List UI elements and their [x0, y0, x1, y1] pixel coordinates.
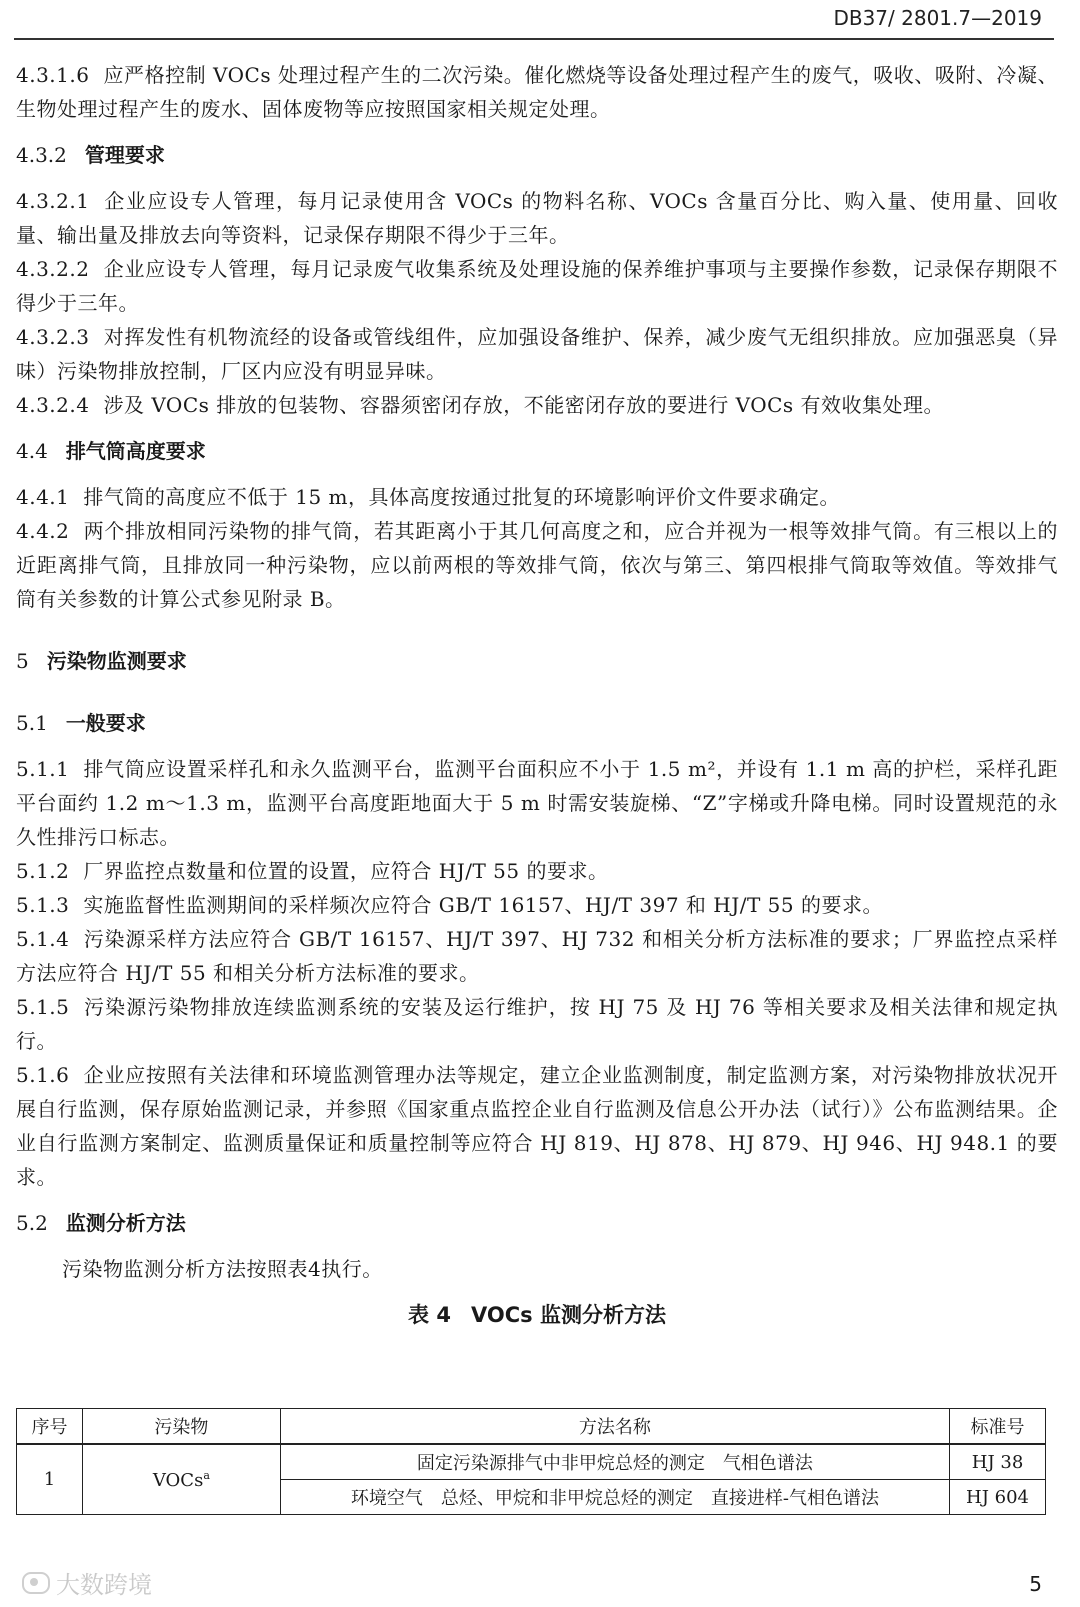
clause-4-3-1-6: 4.3.1.6 应严格控制 VOCs 处理过程产生的二次污染。催化燃烧等设备处理过程产生的废气，吸收、吸附、冷凝、生物处理过程产生的废水、固体废物等应按照国家相关规定处理。: [16, 63, 1058, 121]
heading-5: 5 污染物监测要求: [16, 649, 187, 673]
cell-standard-no: HJ 38: [950, 1444, 1046, 1480]
cell-standard-no: HJ 604: [950, 1480, 1046, 1515]
heading-5-1: 5.1 一般要求: [16, 711, 146, 735]
cell-method-name: 固定污染源排气中非甲烷总烃的测定 气相色谱法: [280, 1444, 949, 1480]
cell-seq: 1: [17, 1444, 83, 1515]
clause-5-1-5: 5.1.5 污染源污染物排放连续监测系统的安装及运行维护，按 HJ 75 及 HJ 76 等相关要求及相关法律和规定执行。: [16, 995, 1058, 1053]
clause-4-3-2-1: 4.3.2.1 企业应设专人管理，每月记录使用含 VOCs 的物料名称、VOCs 含量百分比、购入量、使用量、回收量、输出量及排放去向等资料，记录保存期限不得少于三年。: [16, 189, 1058, 247]
heading-4-4: 4.4 排气筒高度要求: [16, 439, 206, 463]
chat-bubble-icon: [22, 1572, 50, 1594]
header-standard: 标准号: [950, 1409, 1046, 1445]
header-pollutant: 污染物: [82, 1409, 280, 1445]
clause-4-3-2-3: 4.3.2.3 对挥发性有机物流经的设备或管线组件，应加强设备维护、保养，减少废气无组织排放。应加强恶臭（异味）污染物排放控制，厂区内应没有明显异味。: [16, 325, 1058, 383]
table-reference-text: 污染物监测分析方法按照表4执行。: [62, 1257, 383, 1281]
clause-4-4-2: 4.4.2 两个排放相同污染物的排气筒，若其距离小于其几何高度之和，应合并视为一根等效排气筒。有三根以上的近距离排气筒，且排放同一种污染物，应以前两根的等效排气筒，依次与第三、第四根排气筒取等效值。等效排气筒有关参数的计算公式参见附录 B。: [16, 519, 1058, 611]
header-method: 方法名称: [280, 1409, 949, 1445]
clause-5-1-6: 5.1.6 企业应按照有关法律和环境监测管理办法等规定，建立企业监测制度，制定监测方案，对污染物排放状况开展自行监测，保存原始监测记录，并参照《国家重点监控企业自行监测及信息公开办法（试行）》公布监测结果。企业自行监测方案制定、监测质量保证和质量控制等应符合 HJ 819、HJ 878、HJ 879、HJ 946、HJ 948.1 的要求。: [16, 1063, 1058, 1189]
clause-5-1-1: 5.1.1 排气筒应设置采样孔和永久监测平台，监测平台面积应不小于 1.5 m²，并设有 1.1 m 高的护栏，采样孔距平台面约 1.2 m～1.3 m，监测平台高度距地面大于 5 m 时需安装旋梯、“Z”字梯或升降电梯。同时设置规范的永久性排污口标志。: [16, 757, 1058, 849]
document-code: DB37/ 2801.7—2019: [833, 6, 1042, 30]
clause-4-4-1: 4.4.1 排气筒的高度应不低于 15 m，具体高度按通过批复的环境影响评价文件要求确定。: [16, 485, 841, 509]
clause-5-1-2: 5.1.2 厂界监控点数量和位置的设置，应符合 HJ/T 55 的要求。: [16, 859, 609, 883]
header-rule: [14, 38, 1054, 40]
clause-4-3-2-2: 4.3.2.2 企业应设专人管理，每月记录废气收集系统及处理设施的保养维护事项与主要操作参数，记录保存期限不得少于三年。: [16, 257, 1058, 315]
table-row: [17, 1444, 1046, 1480]
page-number: 5: [1029, 1572, 1042, 1596]
table-header-row: [17, 1409, 1046, 1445]
methods-table: [16, 1408, 1046, 1515]
clause-4-3-2-4: 4.3.2.4 涉及 VOCs 排放的包装物、容器须密闭存放，不能密闭存放的要进行 VOCs 有效收集处理。: [16, 393, 945, 417]
document-body: [16, 58, 1058, 1332]
header-seq: 序号: [17, 1409, 83, 1445]
heading-5-2: 5.2 监测分析方法: [16, 1211, 186, 1235]
cell-method-name: 环境空气 总烃、甲烷和非甲烷总烃的测定 直接进样-气相色谱法: [280, 1480, 949, 1515]
cell-pollutant: VOCs$^a$: [82, 1444, 280, 1515]
heading-4-3-2: 4.3.2 管理要求: [16, 143, 165, 167]
clause-5-1-3: 5.1.3 实施监督性监测期间的采样频次应符合 GB/T 16157、HJ/T 397 和 HJ/T 55 的要求。: [16, 893, 883, 917]
table-caption: 表 4 VOCs 监测分析方法: [408, 1303, 666, 1327]
watermark: 大数跨境: [22, 1565, 152, 1600]
clause-5-1-4: 5.1.4 污染源采样方法应符合 GB/T 16157、HJ/T 397、HJ 732 和相关分析方法标准的要求；厂界监控点采样方法应符合 HJ/T 55 和相关分析方法标准的要求。: [16, 927, 1058, 985]
